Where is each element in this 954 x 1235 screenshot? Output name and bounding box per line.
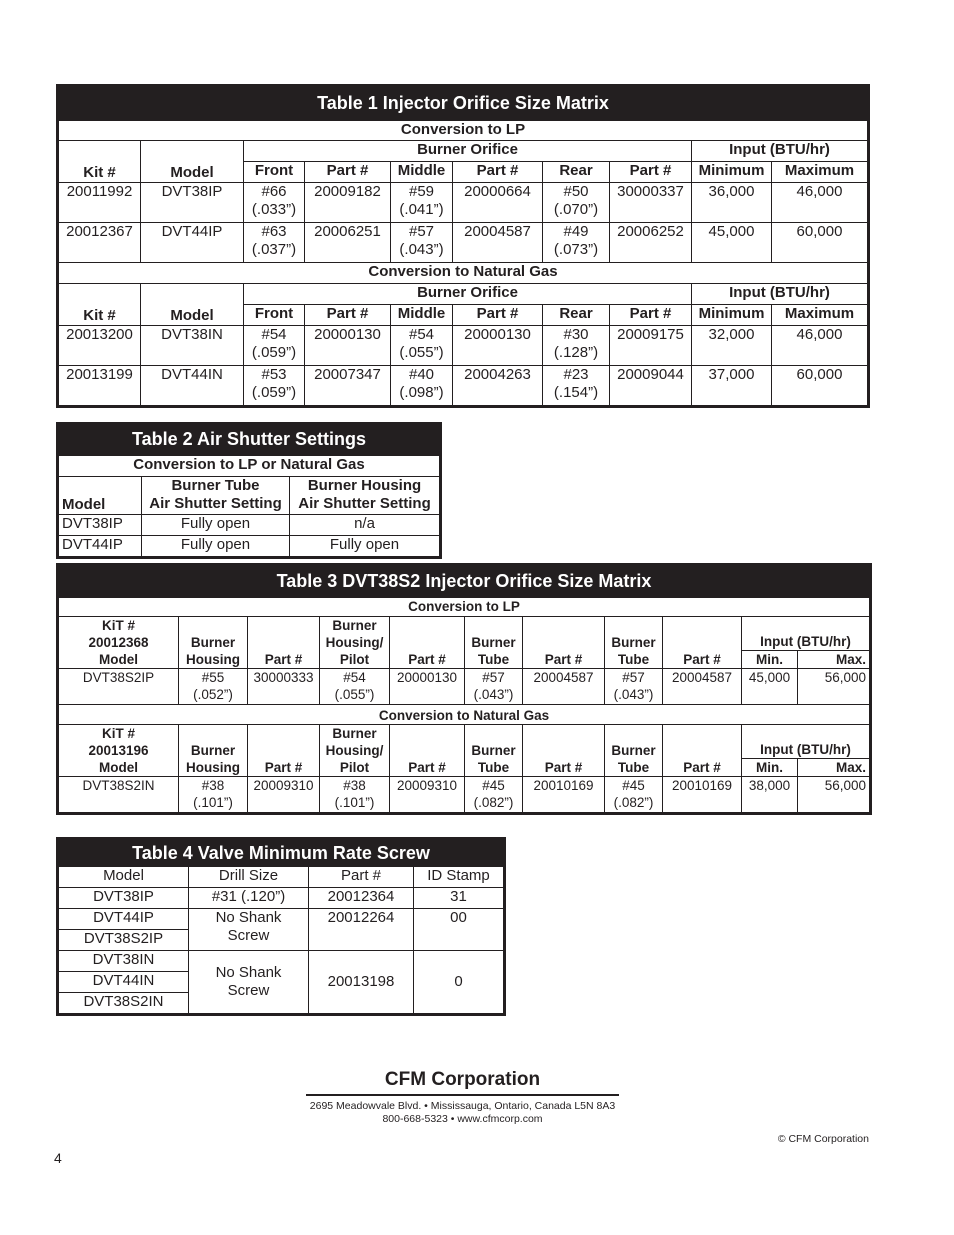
table1-group-input: Input (BTU/hr)	[692, 284, 868, 305]
table3-col-part: Part #	[663, 617, 742, 669]
model-label: Model	[99, 760, 138, 775]
col-line1: Burner	[611, 635, 656, 650]
orifice-cell	[179, 777, 248, 813]
table3-col-burner-housing	[179, 725, 248, 777]
company-name: CFM Corporation	[384, 1069, 541, 1090]
min-cell: 38,000	[742, 777, 798, 813]
table3-col-min: Min.	[742, 651, 798, 669]
table-row	[59, 183, 868, 223]
part-cell: 20010169	[523, 777, 605, 813]
table4-grid	[58, 866, 504, 1014]
copyright: © CFM Corporation	[777, 1133, 869, 1145]
table3-col-part: Part #	[390, 725, 465, 777]
kit-cell: 20012367	[59, 223, 141, 263]
part-cell: 20004263	[453, 366, 543, 406]
model-label: Model	[99, 652, 138, 667]
middle-cell	[391, 183, 453, 223]
orifice-size: #54	[408, 326, 435, 343]
col-line2: Tube	[477, 652, 510, 667]
col-line2: Tube	[617, 652, 650, 667]
part-cell: 20006251	[305, 223, 391, 263]
model-cell: DVT38IP	[59, 888, 189, 909]
housing-cell: n/a	[290, 515, 440, 536]
table1	[56, 84, 870, 408]
table3	[56, 563, 872, 815]
table4-col-part: Part #	[309, 867, 414, 888]
orifice-diameter: (.043”)	[473, 687, 514, 702]
orifice-diameter: (.059”)	[251, 344, 297, 361]
orifice-size: #38	[343, 778, 366, 793]
model-cell: DVT38S2IN	[59, 777, 179, 813]
model-cell: DVT44IP	[141, 223, 244, 263]
part-cell: 20013198	[309, 951, 414, 1014]
model-cell: DVT38S2IP	[59, 669, 179, 705]
drill-cell	[189, 951, 309, 1014]
table1-group-input: Input (BTU/hr)	[692, 141, 868, 162]
drill-cell: #31 (.120”)	[189, 888, 309, 909]
table-row	[59, 515, 440, 536]
max-cell: 46,000	[772, 183, 868, 223]
table2-grid	[58, 455, 440, 557]
orifice-size: #45	[622, 778, 645, 793]
table1-col-front: Front	[244, 162, 305, 183]
orifice-diameter: (.041”)	[399, 201, 444, 218]
table1-col-model: Model	[141, 284, 244, 326]
model-cell: DVT38IP	[141, 183, 244, 223]
part-cell: 20004587	[523, 669, 605, 705]
orifice-diameter: (.043”)	[613, 687, 654, 702]
max-cell: 60,000	[772, 366, 868, 406]
table1-group-burner: Burner Orifice	[244, 141, 692, 162]
orifice-size: #66	[261, 183, 287, 200]
orifice-size: #40	[408, 366, 435, 383]
company-address: 2695 Meadowvale Blvd. • Mississauga, Ontario, Canada L5N 8A3	[309, 1100, 616, 1112]
table2-col-tube	[142, 477, 290, 515]
table-row	[59, 888, 504, 909]
table3-lp-header: Conversion to LP	[59, 598, 870, 617]
orifice-size: #54	[343, 670, 366, 685]
kit-label: KiT #	[101, 726, 135, 741]
part-cell: 20009182	[305, 183, 391, 223]
col-line2: Tube	[617, 760, 650, 775]
col-line1: Burner	[471, 743, 516, 758]
orifice-cell	[605, 669, 663, 705]
orifice-diameter: (.059”)	[251, 384, 297, 401]
table3-col-kit	[59, 617, 179, 669]
part-cell: 30000337	[610, 183, 692, 223]
stamp-cell: 31	[414, 888, 504, 909]
part-cell: 20009310	[248, 777, 320, 813]
table1-col-rear: Rear	[543, 162, 610, 183]
model-cell: DVT44IP	[59, 536, 142, 557]
table1-col-part: Part #	[610, 162, 692, 183]
model-cell: DVT38IN	[59, 951, 189, 972]
orifice-diameter: (.070”)	[553, 201, 599, 218]
part-cell: 20010169	[663, 777, 742, 813]
table1-col-rear: Rear	[543, 305, 610, 326]
table-row	[59, 536, 440, 557]
part-cell: 20000130	[305, 326, 391, 366]
rear-cell	[543, 183, 610, 223]
table-row	[59, 777, 870, 813]
table1-col-model: Model	[141, 141, 244, 183]
table1-title: Table 1 Injector Orifice Size Matrix	[58, 86, 868, 120]
model-cell: DVT38IP	[59, 515, 142, 536]
middle-cell	[391, 326, 453, 366]
company-footer	[306, 1068, 619, 1126]
table2-col-model: Model	[59, 477, 142, 515]
table1-col-maximum: Maximum	[772, 305, 868, 326]
orifice-diameter: (.043”)	[399, 241, 444, 258]
part-cell: 20004587	[453, 223, 543, 263]
rear-cell	[543, 366, 610, 406]
kit-label: KiT #	[101, 618, 135, 633]
part-cell: 20012264	[309, 909, 414, 951]
table4-col-stamp: ID Stamp	[414, 867, 504, 888]
part-cell: 20009175	[610, 326, 692, 366]
model-cell: DVT44IP	[59, 909, 189, 930]
table3-col-part: Part #	[248, 617, 320, 669]
front-cell	[244, 326, 305, 366]
table3-col-burner-housing	[179, 617, 248, 669]
front-cell	[244, 366, 305, 406]
orifice-size: #59	[408, 183, 435, 200]
orifice-size: #53	[261, 366, 287, 383]
table3-col-housing-pilot	[320, 617, 390, 669]
orifice-diameter: (.154”)	[553, 384, 599, 401]
max-cell: 56,000	[798, 669, 870, 705]
kit-cell: 20013199	[59, 366, 141, 406]
table1-col-front: Front	[244, 305, 305, 326]
orifice-diameter: (.098”)	[399, 384, 444, 401]
orifice-size: #38	[201, 778, 225, 793]
drill-line1: No Shank	[215, 909, 282, 926]
orifice-diameter: (.082”)	[473, 795, 514, 810]
table1-col-part: Part #	[453, 305, 543, 326]
table2-col-housing	[290, 477, 440, 515]
table3-col-part: Part #	[663, 725, 742, 777]
table4	[56, 837, 506, 1016]
front-cell	[244, 183, 305, 223]
orifice-cell	[179, 669, 248, 705]
max-cell: 46,000	[772, 326, 868, 366]
kit-cell: 20013200	[59, 326, 141, 366]
table1-col-minimum: Minimum	[692, 305, 772, 326]
rear-cell	[543, 326, 610, 366]
part-cell: 20000664	[453, 183, 543, 223]
table4-col-drill: Drill Size	[189, 867, 309, 888]
table1-group-burner: Burner Orifice	[244, 284, 692, 305]
table3-col-burner-tube	[605, 617, 663, 669]
table3-col-part: Part #	[523, 617, 605, 669]
page-number: 4	[54, 1150, 62, 1166]
orifice-size: #57	[482, 670, 505, 685]
model-cell: DVT38S2IP	[59, 930, 189, 951]
table-row	[59, 326, 868, 366]
orifice-diameter: (.055”)	[334, 687, 375, 702]
table1-col-maximum: Maximum	[772, 162, 868, 183]
orifice-size: #63	[261, 223, 287, 240]
housing-cell: Fully open	[290, 536, 440, 557]
orifice-cell	[465, 669, 523, 705]
col-line1: Burner	[471, 635, 516, 650]
orifice-cell	[320, 777, 390, 813]
orifice-diameter: (.082”)	[613, 795, 654, 810]
orifice-diameter: (.055”)	[399, 344, 444, 361]
orifice-diameter: (.052”)	[193, 687, 233, 702]
min-cell: 36,000	[692, 183, 772, 223]
col-line3: Pilot	[339, 652, 370, 667]
table4-title: Table 4 Valve Minimum Rate Screw	[58, 839, 504, 866]
table3-col-housing-pilot	[320, 725, 390, 777]
col-line2: Housing/	[325, 743, 384, 758]
drill-cell	[189, 909, 309, 951]
part-cell: 20007347	[305, 366, 391, 406]
company-contact: 800-668-5323 • www.cfmcorp.com	[382, 1113, 543, 1125]
min-cell: 32,000	[692, 326, 772, 366]
table-row	[59, 366, 868, 406]
max-cell: 60,000	[772, 223, 868, 263]
drill-line2: Screw	[227, 982, 270, 999]
table3-col-part: Part #	[390, 617, 465, 669]
table-row	[59, 223, 868, 263]
orifice-cell	[605, 777, 663, 813]
stamp-cell: 00	[414, 909, 504, 951]
col-line2: Housing/	[325, 635, 384, 650]
kit-cell: 20011992	[59, 183, 141, 223]
footer-rule	[306, 1094, 619, 1096]
table3-col-part: Part #	[248, 725, 320, 777]
col-tube-line2: Air Shutter Setting	[149, 495, 282, 512]
orifice-size: #57	[622, 670, 645, 685]
col-line1: Burner	[332, 726, 377, 741]
table3-col-burner-tube	[465, 725, 523, 777]
orifice-size: #49	[563, 223, 589, 240]
rear-cell	[543, 223, 610, 263]
tube-cell: Fully open	[142, 515, 290, 536]
orifice-diameter: (.073”)	[553, 241, 599, 258]
orifice-size: #30	[563, 326, 589, 343]
table3-col-input: Input (BTU/hr)	[742, 725, 870, 759]
table-row	[59, 951, 504, 972]
orifice-size: #50	[563, 183, 589, 200]
col-line1: Burner	[332, 618, 377, 633]
middle-cell	[391, 366, 453, 406]
orifice-size: #23	[563, 366, 589, 383]
model-cell: DVT38IN	[141, 326, 244, 366]
min-cell: 45,000	[692, 223, 772, 263]
part-cell: 20009310	[390, 777, 465, 813]
orifice-diameter: (.037”)	[251, 241, 297, 258]
orifice-size: #57	[408, 223, 435, 240]
col-line2: Housing	[186, 652, 240, 667]
table3-col-min: Min.	[742, 759, 798, 777]
orifice-diameter: (.101”)	[334, 795, 375, 810]
table-row	[59, 909, 504, 930]
part-cell: 20000130	[390, 669, 465, 705]
part-cell: 20006252	[610, 223, 692, 263]
orifice-size: #55	[201, 670, 225, 685]
kit-number: 20013196	[88, 743, 149, 758]
part-cell: 20004587	[663, 669, 742, 705]
table1-lp-header: Conversion to LP	[59, 121, 868, 141]
model-cell: DVT44IN	[59, 972, 189, 993]
part-cell: 20000130	[453, 326, 543, 366]
table1-col-kit: Kit #	[59, 284, 141, 326]
table1-col-part: Part #	[610, 305, 692, 326]
part-cell: 30000333	[248, 669, 320, 705]
table3-title: Table 3 DVT38S2 Injector Orifice Size Matrix	[58, 565, 870, 597]
orifice-diameter: (.101”)	[193, 795, 233, 810]
kit-number: 20012368	[88, 635, 149, 650]
orifice-cell	[320, 669, 390, 705]
table1-col-minimum: Minimum	[692, 162, 772, 183]
stamp-cell: 0	[414, 951, 504, 1014]
table1-col-middle: Middle	[391, 162, 453, 183]
drill-line1: No Shank	[215, 964, 282, 981]
model-cell: DVT38S2IN	[59, 993, 189, 1014]
table3-grid	[58, 597, 870, 813]
table-row	[59, 669, 870, 705]
max-cell: 56,000	[798, 777, 870, 813]
table1-col-middle: Middle	[391, 305, 453, 326]
table3-col-max: Max.	[798, 651, 870, 669]
table2-header: Conversion to LP or Natural Gas	[59, 456, 440, 477]
orifice-cell	[465, 777, 523, 813]
col-line1: Burner	[611, 743, 656, 758]
col-line2: Housing	[186, 760, 240, 775]
table3-col-kit	[59, 725, 179, 777]
part-cell: 20012364	[309, 888, 414, 909]
col-housing-line1: Burner Housing	[307, 477, 422, 494]
col-tube-line1: Burner Tube	[171, 477, 260, 494]
table1-col-part: Part #	[453, 162, 543, 183]
table1-col-part: Part #	[305, 305, 391, 326]
table3-col-part: Part #	[523, 725, 605, 777]
table3-ng-header: Conversion to Natural Gas	[59, 705, 870, 725]
model-cell: DVT44IN	[141, 366, 244, 406]
min-cell: 37,000	[692, 366, 772, 406]
table3-col-max: Max.	[798, 759, 870, 777]
drill-line2: Screw	[227, 927, 270, 944]
front-cell	[244, 223, 305, 263]
tube-cell: Fully open	[142, 536, 290, 557]
table1-ng-header: Conversion to Natural Gas	[59, 263, 868, 284]
middle-cell	[391, 223, 453, 263]
table3-col-burner-tube	[605, 725, 663, 777]
col-line1: Burner	[190, 635, 236, 650]
table2	[56, 422, 442, 559]
table3-col-burner-tube	[465, 617, 523, 669]
table3-col-input: Input (BTU/hr)	[742, 617, 870, 651]
col-line3: Pilot	[339, 760, 370, 775]
orifice-diameter: (.128”)	[553, 344, 599, 361]
table1-col-kit: Kit #	[59, 141, 141, 183]
min-cell: 45,000	[742, 669, 798, 705]
orifice-size: #45	[482, 778, 505, 793]
part-cell: 20009044	[610, 366, 692, 406]
table1-col-part: Part #	[305, 162, 391, 183]
table1-grid	[58, 120, 868, 406]
col-housing-line2: Air Shutter Setting	[298, 495, 431, 512]
table4-col-model: Model	[59, 867, 189, 888]
col-line2: Tube	[477, 760, 510, 775]
orifice-size: #54	[261, 326, 287, 343]
table2-title: Table 2 Air Shutter Settings	[58, 424, 440, 455]
orifice-diameter: (.033”)	[251, 201, 297, 218]
col-line1: Burner	[190, 743, 236, 758]
